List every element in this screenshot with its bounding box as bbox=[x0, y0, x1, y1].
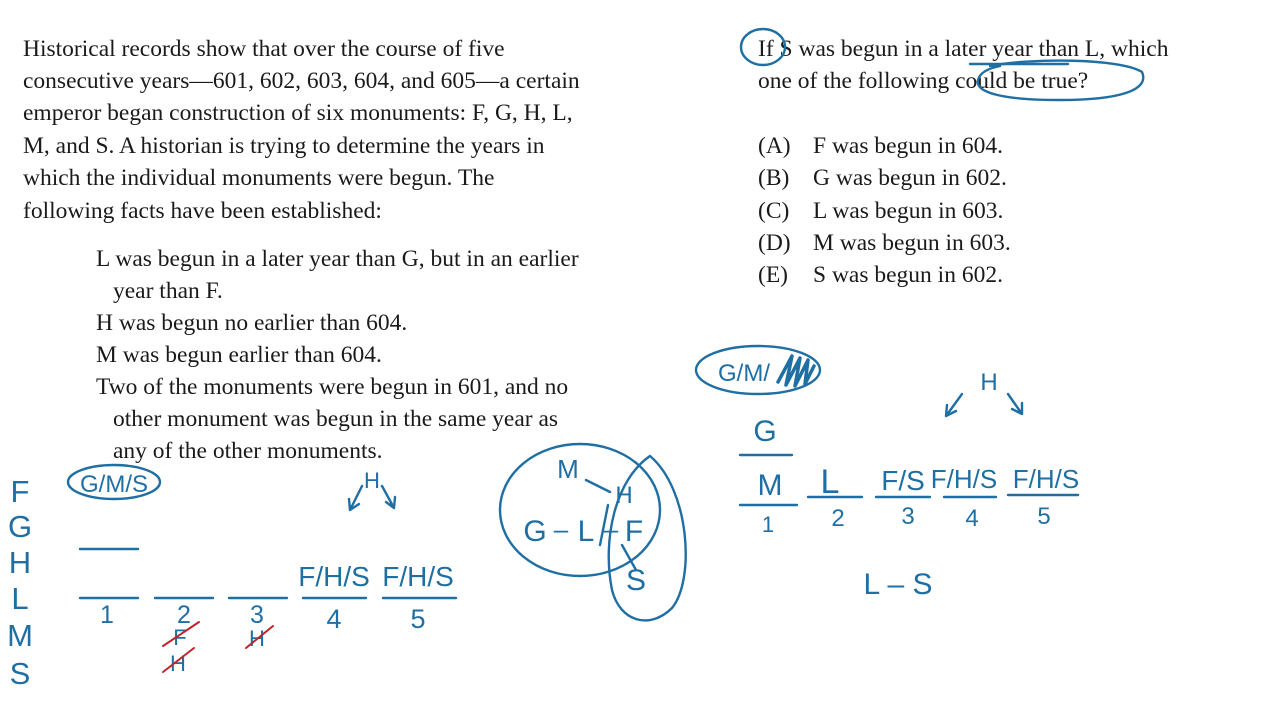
choice-text: L was begun in 603. bbox=[813, 198, 1004, 224]
circled-label: G/M/S bbox=[79, 471, 149, 498]
chain-letter: H bbox=[615, 482, 633, 509]
fact-line: other monument was begun in the same year as bbox=[113, 406, 559, 432]
arrow-down-right-icon bbox=[1008, 394, 1022, 414]
slot1-bottom: M bbox=[757, 469, 783, 502]
stem-line: M, and S. A historian is trying to determine the years in bbox=[23, 133, 545, 159]
question-line: If S was begun in a later year than L, which bbox=[758, 36, 1169, 62]
chain-dash: – bbox=[553, 514, 569, 544]
left-slot-diagram bbox=[68, 465, 456, 676]
choice-letter: (B) bbox=[758, 165, 790, 191]
right-slot-diagram bbox=[696, 346, 1079, 601]
choice-text: G was begun in 602. bbox=[813, 165, 1007, 191]
fact-line: L was begun in a later year than G, but in an earlier bbox=[96, 246, 579, 272]
roster-letter: M bbox=[7, 618, 33, 653]
slot-number: 5 bbox=[410, 604, 426, 634]
slot-number: 1 bbox=[100, 601, 114, 629]
chain-letter: L bbox=[577, 515, 595, 548]
monument-roster bbox=[7, 474, 33, 691]
circle-mark-if bbox=[741, 29, 785, 65]
choice-letter: (A) bbox=[758, 133, 791, 159]
h-label: H bbox=[980, 369, 998, 396]
choice-letter: (D) bbox=[758, 230, 791, 256]
struck-option: F bbox=[173, 625, 187, 650]
ls-note: L – S bbox=[863, 568, 933, 601]
roster-letter: G bbox=[7, 509, 33, 544]
scribble-mark bbox=[778, 356, 814, 386]
circle-mark-could-be-true bbox=[978, 61, 1144, 100]
chain-letter: G bbox=[523, 515, 547, 548]
slot-number: 3 bbox=[250, 601, 264, 629]
fact-line: H was begun no earlier than 604. bbox=[96, 310, 408, 336]
roster-letter: F bbox=[10, 474, 30, 509]
stem-line: Historical records show that over the course of five bbox=[23, 36, 505, 62]
choice-letter: (E) bbox=[758, 262, 789, 288]
circle-mark-chain bbox=[500, 444, 660, 576]
slot1-top: G bbox=[753, 415, 777, 448]
fact-line: M was begun earlier than 604. bbox=[96, 342, 382, 368]
fact-line: any of the other monuments. bbox=[113, 438, 383, 464]
slot2-value: L bbox=[820, 463, 840, 501]
roster-letter: L bbox=[11, 581, 29, 616]
slot5-options: F/H/S bbox=[382, 561, 454, 592]
roster-letter: H bbox=[8, 545, 32, 580]
chain-letter: S bbox=[625, 564, 647, 597]
arrow-down-right-icon bbox=[382, 486, 395, 508]
slot-number: 5 bbox=[1037, 503, 1051, 530]
arrow-down-left-icon bbox=[349, 486, 362, 510]
arrow-down-left-icon bbox=[946, 394, 962, 416]
slot5-options: F/H/S bbox=[1012, 464, 1080, 494]
choice-text: F was begun in 604. bbox=[813, 133, 1003, 159]
struck-option: H bbox=[249, 626, 265, 651]
circled-label: G/M/ bbox=[718, 360, 770, 387]
choice-text: S was begun in 602. bbox=[813, 262, 1003, 288]
slot-number: 2 bbox=[177, 601, 191, 629]
choice-letter: (C) bbox=[758, 198, 790, 224]
stem-line: following facts have been established: bbox=[23, 198, 382, 224]
slot-number: 3 bbox=[901, 503, 915, 530]
chain-diagram bbox=[500, 444, 686, 620]
chain-link bbox=[586, 480, 610, 492]
slot3-options: F/S bbox=[881, 465, 925, 496]
slot4-options: F/H/S bbox=[930, 464, 998, 494]
circle-mark-f-s bbox=[609, 456, 686, 620]
stem-line: consecutive years—601, 602, 603, 604, and 605—a certain bbox=[23, 68, 580, 94]
slot-number: 4 bbox=[326, 604, 342, 634]
h-label: H bbox=[364, 468, 380, 493]
slot-number: 1 bbox=[761, 512, 775, 537]
stem-line: emperor began construction of six monuments: F, G, H, L, bbox=[23, 100, 573, 126]
slot4-options: F/H/S bbox=[298, 561, 370, 592]
chain-letter: F bbox=[624, 515, 644, 548]
fact-line: Two of the monuments were begun in 601, and no bbox=[96, 374, 569, 400]
roster-letter: S bbox=[9, 656, 31, 691]
chain-dash: – bbox=[603, 514, 619, 544]
question-line: one of the following could be true? bbox=[758, 68, 1089, 94]
chain-letter: M bbox=[557, 454, 579, 484]
slot-number: 2 bbox=[831, 505, 845, 532]
struck-option: H bbox=[170, 651, 186, 676]
slot-number: 4 bbox=[965, 505, 979, 532]
stem-line: which the individual monuments were begun. The bbox=[23, 165, 495, 191]
choice-text: M was begun in 603. bbox=[813, 230, 1011, 256]
fact-line: year than F. bbox=[113, 278, 223, 304]
